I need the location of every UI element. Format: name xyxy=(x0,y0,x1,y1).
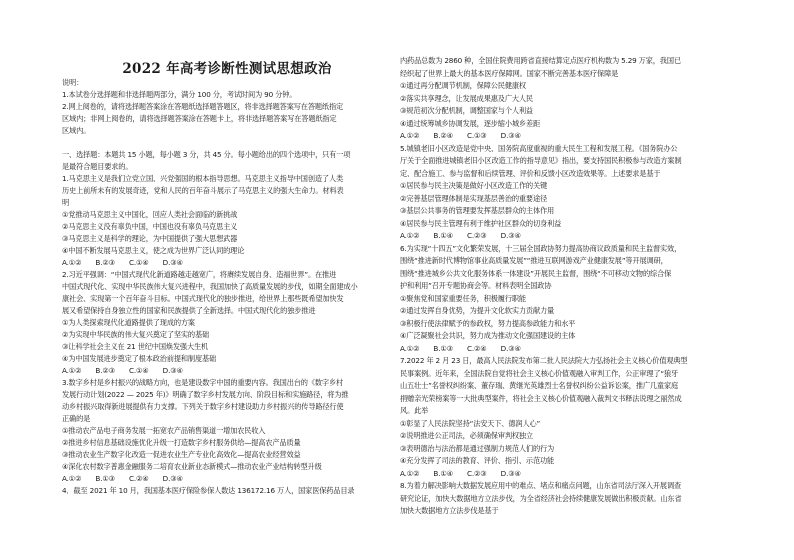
text-line: ③表明德治与法治都是通过强制力规范人们的行为 xyxy=(400,443,555,453)
text-line: 展又希望保持自身独立性的国家和民族提供了全新选择。中国式现代化的独步推进 xyxy=(62,306,316,315)
text-line: 加快大数据地方立法步伐是基于 xyxy=(400,506,499,515)
text-line: ④通过统筹城乡协调发展，逐步缩小城乡差距 xyxy=(400,118,541,128)
text-line: 1.马克思主义是我们立党立国、兴党强国的根本指导思想。马克思主义指导中国创造了人类 xyxy=(62,174,344,183)
text-line: 围绕“推进城乡公共文化服务体系一体建设”开展民主监督，围绕“不可移动文物的综合保 xyxy=(400,268,672,278)
text-line: A.①② B.②④ C.①③ D.③④ xyxy=(400,131,521,140)
text-line: 2.网上阅卷的，请将选择题答案涂在答题纸选择题答题区，将非选择题答案写在答题纸指定 xyxy=(62,102,344,111)
text-line: 发展行动计划(2022 — 2025 年)》明确了数字乡村发展方向、阶段目标和实施路径，将为推 xyxy=(62,390,349,399)
text-line: ②马克思主义没有辜负中国，中国也没有辜负马克思主义 xyxy=(62,222,238,231)
text-line: 4．截至 2021 年 10 月，我国基本医疗保险参保人数达 136172.16 万人，国家医保药品目录 xyxy=(62,486,355,495)
text-line: A.①② B.①④ C.②③ D.③④ xyxy=(400,468,521,478)
text-line: 动乡村振兴取得新进展提供有力支撑。下列关于数字乡村建设助力乡村振兴的传导路径行使 xyxy=(62,402,344,411)
text-line: 风。此举 xyxy=(400,406,429,415)
text-line: ④中国不断发展马克思主义，使之成为世界广泛认同的理论 xyxy=(62,246,245,255)
text-line: 一、选择题：本题共 15 小题，每小题 3 分，共 45 分。每小题给出的四个选项中，只有一项 xyxy=(62,150,351,159)
text-line: 6.为实现“十四五”文化繁荣发展，十三届全国政协努力提高协商议政质量和民主监督实效， xyxy=(400,243,682,253)
text-line: 中国式现代化、实现中华民族伟大复兴进程中，我国加快了高质量发展的步伐，如期全面建成小 xyxy=(62,282,358,291)
text-line: A.①② B.②③ C.①④ D.③④ xyxy=(62,366,183,375)
text-line: ④深化农村数字普惠金融服务二培育农业新业态新模式—推动农业产业结构转型升级 xyxy=(62,462,322,471)
text-line: 历史上前所未有的发展奇迹，党和人民的百年奋斗展示了马克思主义的强大生命力。材料表 xyxy=(62,186,344,195)
text-line: 山五壮士”名誉权纠纷案、董存瑞、黄继光英雄烈士名誉权纠纷公益诉讼案，推广几童家庭 xyxy=(400,381,679,390)
text-line: ③规范初次分配机制，调整国家与个人利益 xyxy=(400,106,533,115)
text-line: ①为人类探索现代化道路提供了现成的方案 xyxy=(62,318,195,327)
text-line: ③基层公共事务的管理要发挥基层群众的主体作用 xyxy=(400,206,555,215)
text-line: ③推动农业生产数字化改造一促进农业生产专业化高效化—提高农业经营效益 xyxy=(62,450,301,459)
text-line: ③积极行使法律赋予的参政权，努力提高参政能力和水平 xyxy=(400,318,576,328)
text-line: ②落实共享理念，让发展成果惠及广大人民 xyxy=(400,93,533,103)
text-line: 定、配合施工、参与监督和后续管理、评价和反馈小区改造效果等。上述要求是基于 xyxy=(400,168,661,178)
text-line: A.①② B.①③ C.②④ D.③④ xyxy=(62,474,183,483)
text-line: ②通过发挥自身优势，为提升文化软实力贡献力量 xyxy=(400,306,555,315)
text-line: A.①② B.②③ C.①④ D.③④ xyxy=(62,258,183,267)
text-line: ④为中国发展进步奠定了根本政治前提和制度基础 xyxy=(62,354,217,363)
text-line: 说明： xyxy=(62,78,84,87)
text-line: 护和利用”召开专题协商会等。材料表明全国政协 xyxy=(400,281,552,290)
text-line: 厅关于全面推进城镇老旧小区改造工作的指导意见》指出，要支持国民积极参与改造方案制 xyxy=(400,156,682,165)
text-line: ①聚焦党和国家重要任务，积极履行职能 xyxy=(400,293,526,303)
text-line: ①彰显了人民法院坚持“法安天下、德润人心” xyxy=(400,418,541,428)
text-line: ④充分发挥了司法的教育、评价、指引、示范功能 xyxy=(400,456,555,465)
text-line: ①推动农产品电子商务发展一拓宽农产品销售渠道一增加农民收入 xyxy=(62,426,266,435)
text-line: 5.城镇老旧小区改造是党中央、国务院高度重视的重大民生工程和发展工程。《国务院办公 xyxy=(400,143,678,153)
text-line: ①通过再分配调节机制，保障公民健康权 xyxy=(400,81,526,90)
text-line: ③马克思主义是科学的理论，为中国提供了强大思想武器 xyxy=(62,234,238,243)
text-line: 1.本试卷分选择题和非选择题两部分，满分 100 分，考试时间为 90 分钟。 xyxy=(62,90,297,99)
text-line: 内药品总数为 2860 种，全国住院费用跨省直接结算定点医疗机构数为 5.29 万家，我国已 xyxy=(400,56,681,65)
text-line: A.①② B.①④ C.②③ D.③④ xyxy=(400,231,521,240)
text-line: 正确的是 xyxy=(62,414,91,423)
text-line: ②为实现中华民族的伟大复兴奠定了坚实的基础 xyxy=(62,330,210,339)
text-line: ③让科学社会主义在 21 世纪中国焕发强大生机 xyxy=(62,342,209,351)
text-line: ①居民参与民主决策是做好小区改造工作的关键 xyxy=(400,181,548,190)
text-line: 康社会、实现第一个百年奋斗目标。中国式现代化的独步推进，给世界上那些既希望加快发 xyxy=(62,294,344,303)
text-line: 研究论证，加快大数据地方立法步伐，为全省经济社会持续健康发展做出积极贡献。山东省 xyxy=(400,493,682,503)
text-line: A.①② B.①③ C.②④ D.③④ xyxy=(400,343,521,353)
text-line: 围绕“推进新时代博物馆事业高质量发展”“推进互联网游戏产业健康发展”等开展调研， xyxy=(400,256,668,265)
text-line: 3.数字乡村是乡村振兴的战略方向，也是建设数字中国的重要内容。我国出台的《数字乡村 xyxy=(62,378,344,387)
text-line: 民事案例。近年来，全国法院自觉将社会主义核心价值观融入审判工作，公正审理了“狼牙 xyxy=(400,368,679,378)
text-line: ④广泛凝聚社会共识，努力成为推动文化强国建设的主体 xyxy=(400,331,576,340)
text-line: 7.2022 年 2 月 23 日，最高人民法院发布第二批人民法院大力弘扬社会主义核心价值观典型 xyxy=(400,356,688,365)
document-title: 2022 年高考诊断性测试思想政治 xyxy=(122,61,332,77)
text-line: 区域内；非网上阅卷的，请将选择题答案涂在答题卡上，将非选择题答案写在答题纸指定 xyxy=(62,114,337,123)
text-line: ②完善基层管理体制是实现基层善治的重要途径 xyxy=(400,193,548,203)
text-line: ②说明推进公正司法，必须确保审判权独立 xyxy=(400,431,533,440)
text-line: 8.为着力解决影响大数据发展应用中的难点、堵点和痛点问题，山东省司法厅深入开展调查 xyxy=(400,481,682,490)
text-line: ②推进乡村信息基础设施优化升级一打造数字乡村服务供给—提高农产品质量 xyxy=(62,438,301,447)
text-line: ①党推动马克思主义中国化，回应人类社会面临的新挑战 xyxy=(62,210,238,219)
text-line: 区域内。 xyxy=(62,126,91,135)
text-line: 捐赠亲光荣榜案等一大批典型案件，将社会主义核心价值观融入裁判文书释法说理之丽然成 xyxy=(400,393,682,403)
text-line: 2.习近平强调：“中国式现代化新道路越走越宽广，将赓续发展自身、造福世界”。在推进 xyxy=(62,270,337,279)
text-line: 明 xyxy=(62,198,70,207)
text-line: ④居民参与民主管理有利于维护社区群众的切身利益 xyxy=(400,218,562,228)
text-line: 经织起了世界上最大的基本医疗保障网。国家不断完善基本医疗保障是 xyxy=(400,68,619,78)
text-line: 是最符合题目要求的。 xyxy=(62,162,133,171)
